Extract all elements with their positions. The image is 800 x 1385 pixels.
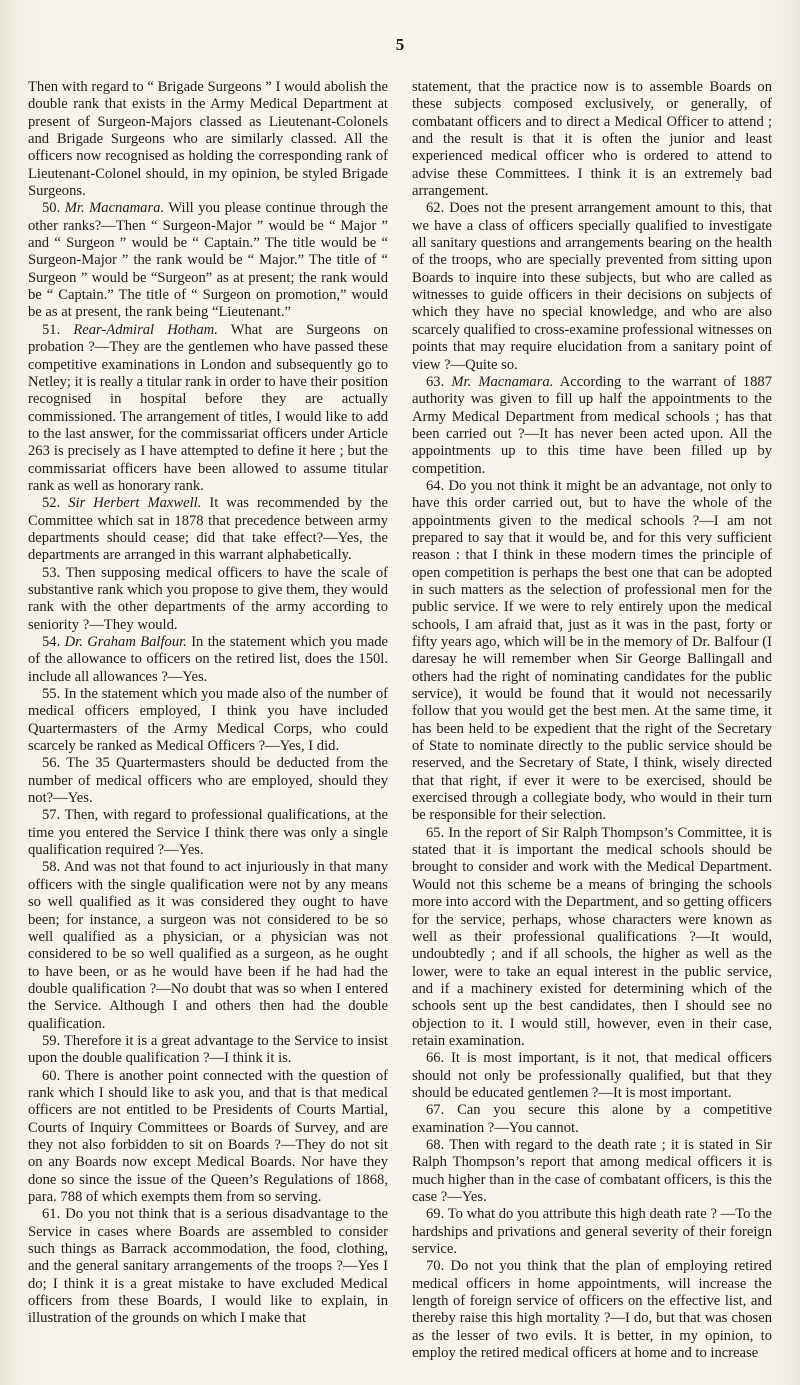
question-number: 54. xyxy=(42,634,61,650)
question-number: 63. xyxy=(426,373,445,390)
question-number: 55. xyxy=(42,686,61,703)
question-number: 57. xyxy=(42,807,61,824)
question-number: 56. xyxy=(42,755,61,772)
speaker-name: Mr. Macnamara. xyxy=(64,200,165,217)
question-paragraph xyxy=(28,322,388,495)
paragraph-text: Then with regard to “ Brigade Surgeons ” I would abolish the double rank that exists in the Army Medical Department at present of Surgeon-Majors classed as Lieutenant-Colonels and Brigade Surgeons who are similarly classed. All the officers now recognised as holding the corresponding rank of Lieutenant-Colonel should, in my opinion, be styled Brigade Surgeons. xyxy=(28,79,388,200)
question-number: 60. xyxy=(42,1067,61,1084)
question-paragraph xyxy=(28,1068,388,1207)
right-column xyxy=(412,79,772,1362)
paragraph-text: According to the warrant of 1887 authority was given to fill up half the appointments to the Army Medical Department from medical schools ; has that been carried out ?—It has never been acted upon. All the appointments up to this time have been filled up by competition. xyxy=(412,373,772,477)
question-number: 65. xyxy=(426,824,445,841)
question-paragraph xyxy=(28,1206,388,1327)
question-number: 66. xyxy=(426,1050,445,1067)
question-paragraph xyxy=(28,634,388,686)
question-number: 59. xyxy=(42,1032,61,1049)
paragraph-text: In the statement which you made of the allowance to officers on the retired list, does the 150l. include all allowances ?—Yes. xyxy=(28,634,388,685)
question-paragraph xyxy=(412,825,772,1050)
question-number: 62. xyxy=(426,200,445,217)
paragraph-text: Will you please continue through the other ranks?—Then “ Surgeon-Major ” would be “ Major ” and “ Surgeon ” would be “ Captain.” The title would be “ Surgeon-Major ” the rank would be “ Major.” The title of “ Surgeon ” would be “Surgeon” as at present; the rank would be “ Captain.” The title of “ Surgeon on promotion,” would be as at present, the rank being “Lieutenant.” xyxy=(28,200,389,321)
paragraph-text: Therefore it is a great advantage to the Service to insist upon the double qualification ?—I think it is. xyxy=(28,1032,388,1067)
question-paragraph xyxy=(412,1137,772,1206)
paragraph-text: Does not the present arrangement amount to this, that we have a class of officers specially qualified to investigate all sanitary questions and arrangements bearing on the health of the troops, who are specially prevented from sitting upon Boards to inquire into these subjects, but who are called as witnesses to guide officers in their decisions on subjects of which they have no special knowledge, and who are also scarcely qualified to cross-examine professional witnesses on points that may require elucidation from a sanitary point of view ?—Quite so. xyxy=(412,200,773,373)
question-paragraph xyxy=(28,1033,388,1068)
question-paragraph xyxy=(28,565,388,634)
question-number: 64. xyxy=(426,477,445,494)
question-paragraph xyxy=(412,1050,772,1102)
paragraph-text: Then with regard to the death rate ; it is stated in Sir Ralph Thompson’s report that among medical officers it is much higher than in the case of combatant officers, is this the case ?—Yes. xyxy=(412,1136,772,1205)
paragraph-text: Do you not think it might be an advantage, not only to have this order carried out, but to have the whole of the appointments given to the medical schools ?—I am not prepared to say that it would be, and for this very sufficient reason : that I think in these modern times the principle of open competition is perhaps the best one that can be adopted in such matters as the selection of professional men for the public service. If we were to rely entirely upon the medical schools, I am afraid that, just as it was in the past, forty or fifty years ago, which will be in the memory of Dr. Balfour (I daresay he will remember when Sir George Ballingall and others had the right of nominating candidates for the public service), it would be found that it would not necessarily follow that you would get the best men. At the same time, it has been held to be expedient that the right of the Secretary of State to nominate directly to the public service should be reserved, and the Secretary of State, I think, wisely directed that that right, if ever it were to be exercised, should be exercised through a collegiate body, who would in their turn be responsible for their selection. xyxy=(412,477,772,824)
paragraph-text: There is another point connected with the question of rank which I should like to ask you, and that is that medical officers are not entitled to be Presidents of Courts Martial, Courts of Inquiry Committees or Boards of Survey, and are they not also forbidden to sit on Boards ?—They do not sit on any Boards now except Medical Boards. Nor have they done so since the issue of the Queen’s Regulations of 1868, para. 788 of which exempts them from so serving. xyxy=(28,1067,388,1205)
paragraph-text: In the statement which you made also of the number of medical officers employed, I think you have included Quartermasters of the Army Medical Corps, who could scarcely be ranked as Medical Officers ?—Yes, I did. xyxy=(28,686,388,755)
speaker-name: Mr. Macnamara. xyxy=(451,373,554,390)
question-number: 68. xyxy=(426,1136,445,1153)
paragraph-text: What are Surgeons on probation ?—They are the gentlemen who have passed these competitive examinations in London and subsequently go to Netley; it is really a titular rank in order to have their position recognised in hospital before they are actually commissioned. The arrangement of titles, I would like to add to the last answer, for the commissariat officers under Article 263 is precisely as I have attempted to define it here ; but the commissariat officers have been allowed to assume titular rank as well as honorary rank. xyxy=(28,321,389,494)
question-number: 51. xyxy=(42,321,61,338)
question-paragraph xyxy=(412,374,772,478)
question-paragraph xyxy=(412,200,772,373)
question-number: 61. xyxy=(42,1206,61,1223)
speaker-name: Dr. Graham Balfour. xyxy=(64,634,187,650)
paragraph-text: And was not that found to act injuriously in that many officers with the single qualification were not by any means so well qualified as it was considered they ought to have been; for instance, a surgeon was not considered to be so well qualified as a physician, or a physician was not considered to be so well qualified as a surgeon, as he ought to have been, or as he would have been if he had had the double qualification ?—No doubt that was so when I entered the Service. Although I and others then had the double qualification. xyxy=(28,859,388,1032)
question-paragraph xyxy=(28,200,388,321)
paragraph-text: Then, with regard to professional qualifications, at the time you entered the Service I think there was only a single qualification required ?—Yes. xyxy=(28,807,388,859)
speaker-name: Sir Herbert Maxwell. xyxy=(68,495,202,512)
question-number: 58. xyxy=(42,859,61,876)
question-paragraph xyxy=(28,495,388,564)
question-paragraph xyxy=(412,478,772,825)
question-number: 69. xyxy=(426,1206,445,1223)
paragraph-text: Then supposing medical officers to have the scale of substantive rank which you propose to give them, they would rank with the other departments of the army according to seniority ?—They would. xyxy=(28,564,388,633)
paragraph-text: Can you secure this alone by a competitive examination ?—You cannot. xyxy=(412,1102,773,1136)
question-paragraph xyxy=(412,1206,772,1258)
paragraph-text: Do you not think that is a serious disadvantage to the Service in cases where Boards are assembled to consider such things as Barrack accommodation, the food, clothing, and the general sanitary arrangements of the troops ?—Yes I do; I think it is a great mistake to have excluded Medical officers from these Boards, I would like to explain, in illustration of the grounds on which I make that xyxy=(28,1206,388,1327)
question-paragraph xyxy=(28,686,388,755)
question-paragraph xyxy=(28,807,388,859)
paragraph-text: To what do you attribute this high death rate ? —To the hardships and privations and general severity of their foreign service. xyxy=(412,1206,772,1258)
paragraph-text: It was recommended by the Committee which sat in 1878 that precedence between army departments should cease; did that take effect?—Yes, the departments are arranged in this warrant alphabetically. xyxy=(28,495,388,564)
paragraph-text: It is most important, is it not, that medical officers should not only be professionally qualified, but that they should be educated gentlemen ?—It is most important. xyxy=(412,1050,772,1101)
question-number: 50. xyxy=(42,200,61,217)
question-number: 52. xyxy=(42,495,61,512)
continuation-paragraph xyxy=(412,79,772,200)
paragraph-text: statement, that the practice now is to assemble Boards on these subjects composed exclusively, or generally, of combatant officers and to direct a Medical Officer to attend ; and the result is that it is often the junior and least experienced medical officer who is ordered to attend to advise these Committees. I think it is an extremely bad arrangement. xyxy=(412,79,772,200)
question-paragraph xyxy=(412,1258,772,1362)
question-paragraph xyxy=(28,755,388,807)
paragraph-text: The 35 Quartermasters should be deducted from the number of medical officers who are employed, should they not?—Yes. xyxy=(28,755,388,807)
question-paragraph xyxy=(412,1102,772,1137)
question-number: 70. xyxy=(426,1258,445,1275)
question-paragraph xyxy=(28,859,388,1032)
paragraph-text: Do not you think that the plan of employing retired medical officers in home appointments, will increase the length of foreign service of officers on the effective list, and thereby raise this high mortality ?—I do, but that was chosen as the lesser of two evils. It is better, in my opinion, to employ the retired medical officers at home and to increase xyxy=(412,1258,772,1362)
paragraph-text: In the report of Sir Ralph Thompson’s Committee, it is stated that it is important the medical schools should be brought to consider and work with the Medical Department. Would not this scheme be a means of bringing the schools more into accord with the Department, and so getting officers for the service, perhaps, whose characters were known as well as their professional qualifications ?—It would, undoubtedly ; and if all schools, the higher as well as the lower, were to take an equal interest in the public service, and if a machinery existed for determining which of the schools sent up the best candidates, then I should see no objection to it. I would still, however, even in their case, retain examination. xyxy=(412,824,772,1049)
speaker-name: Rear-Admiral Hotham. xyxy=(73,321,218,338)
question-number: 67. xyxy=(426,1102,445,1119)
continuation-paragraph xyxy=(28,79,388,200)
page-number: 5 xyxy=(395,35,405,54)
left-column xyxy=(28,79,388,1328)
question-number: 53. xyxy=(42,564,61,581)
